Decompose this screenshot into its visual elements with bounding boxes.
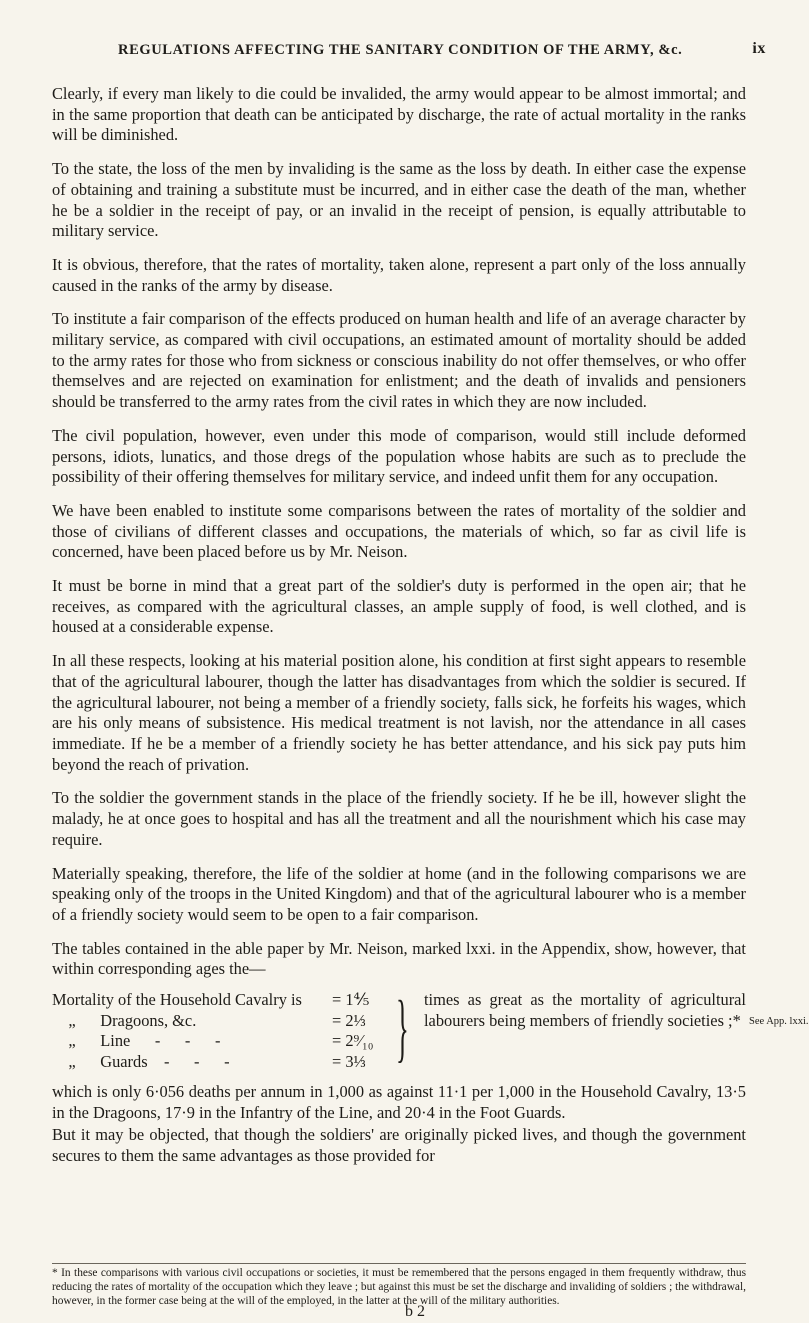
header-title: REGULATIONS AFFECTING THE SANITARY CONDITION OF THE ARMY, &c.	[118, 42, 683, 58]
paragraph: The tables contained in the able paper by Mr. Neison, marked lxxi. in the Appendix, show, however, that within corresponding ages the—	[52, 938, 746, 979]
paragraph: which is only 6·056 deaths per annum in 1,000 as against 11·1 per 1,000 in the Household Cavalry, 13·5 in the Dragoons, 17·9 in the Infantry of the Line, and 20·4 in the Foot Guards.	[52, 1082, 746, 1122]
margin-note: See App. lxxi.	[749, 1016, 809, 1027]
mortality-row	[52, 990, 392, 1011]
mortality-label: „ Dragoons, &c.	[52, 1010, 197, 1030]
mortality-description: times as great as the mortality of agricultural labourers being members of friendly societies ;*	[424, 990, 746, 1030]
paragraph: Clearly, if every man likely to die could be invalided, the army would appear to be almost immortal; and in the same proportion that death can be anticipated by discharge, the rate of actual mortality in the ranks will be diminished.	[52, 84, 746, 145]
paragraph: It is obvious, therefore, that the rates of mortality, taken alone, represent a part only of the loss annually caused in the ranks of the army by disease.	[52, 254, 746, 295]
mortality-value: = 2⁹⁄₁₀	[332, 1031, 374, 1051]
paragraph: We have been enabled to institute some comparisons between the rates of mortality of the soldier and those of civilians of different classes and occupations, the materials of which, so far as civil life is concerned, have been placed before us by Mr. Neison.	[52, 500, 746, 562]
paragraph: To the state, the loss of the men by invaliding is the same as the loss by death. In either case the expense of obtaining and training a substitute must be incurred, and in either case the death of the man, whether he be a soldier in the receipt of pay, or an invalid in the receipt of pension, is equally attributable to military service.	[52, 159, 746, 241]
mortality-row	[52, 1052, 392, 1073]
mortality-label: „ Line - - -	[52, 1031, 221, 1051]
paragraph: In all these respects, looking at his material position alone, his condition at first sight appears to resemble that of the agricultural labourer, though the latter has disadvantages from which the soldier is secured. If the agricultural labourer, not being a member of a friendly society, falls sick, he forfeits his wages, which are his only means of subsistence. His medical treatment is not lavish, nor the attendance in all cases immediate. If he be a member of a friendly society he has better attendance, and his sick pay puts him beyond the reach of privation.	[52, 651, 746, 774]
mortality-rows	[52, 990, 392, 1072]
right-brace-glyph: }	[396, 986, 409, 1071]
mortality-row	[52, 1031, 392, 1052]
mortality-row	[52, 1011, 392, 1032]
footnote: * In these comparisons with various civil occupations or societies, it must be remembered that the persons engaged in them frequently withdraw, thus reducing the rates of mortality of the occupation which they leave ; but against this must be set the discharge and invaliding of soldiers ; the withdrawal, however, in the former case being at the will of the employed, in the latter at the will of the military authorities.	[52, 1263, 746, 1308]
mortality-label: Mortality of the Household Cavalry is	[52, 990, 302, 1010]
mortality-value: = 2⅓	[332, 1010, 366, 1030]
paragraph: To the soldier the government stands in the place of the friendly society. If he be ill, however slight the malady, he at once goes to hospital and has all the treatment and all the nourishment which his case may require.	[52, 788, 746, 849]
paragraph: Materially speaking, therefore, the life of the soldier at home (and in the following comparisons we are speaking only of the troops in the United Kingdom) and that of the agricultural labourer who is a member of a friendly society would seem to be open to a fair comparison.	[52, 863, 746, 924]
mortality-value: = 3⅓	[332, 1051, 366, 1071]
mortality-value: = 1⅘	[332, 990, 370, 1010]
paragraph: But it may be objected, that though the soldiers' are originally picked lives, and though the government secures to them the same advantages as those provided for	[52, 1125, 746, 1166]
paragraph: To institute a fair comparison of the effects produced on human health and life of an average character by military service, as compared with civil occupations, an estimated amount of mortality should be added to the army rates for those who from sickness or conscious inability do not offer themselves, or who offer themselves and are rejected on examination for enlistment; and the death of invalids and pensioners should be transferred to the army rates from the civil rates in which they are now included.	[52, 309, 746, 412]
body-text	[52, 84, 746, 1180]
signature-mark: b 2	[405, 1303, 425, 1320]
mortality-comparison	[52, 986, 746, 1074]
page-number: ix	[752, 40, 766, 57]
paragraph: The civil population, however, even under this mode of comparison, would still include deformed persons, idiots, lunatics, and those dregs of the population whose habits are such as to preclude the possibility of their offering themselves for military service, and indeed unfit them for any occupation.	[52, 425, 746, 487]
paragraph: It must be borne in mind that a great part of the soldier's duty is performed in the open air; that he receives, as compared with the agricultural classes, an ample supply of food, is well clothed, and is housed at a considerable expense.	[52, 576, 746, 637]
mortality-label: „ Guards - - -	[52, 1051, 230, 1071]
